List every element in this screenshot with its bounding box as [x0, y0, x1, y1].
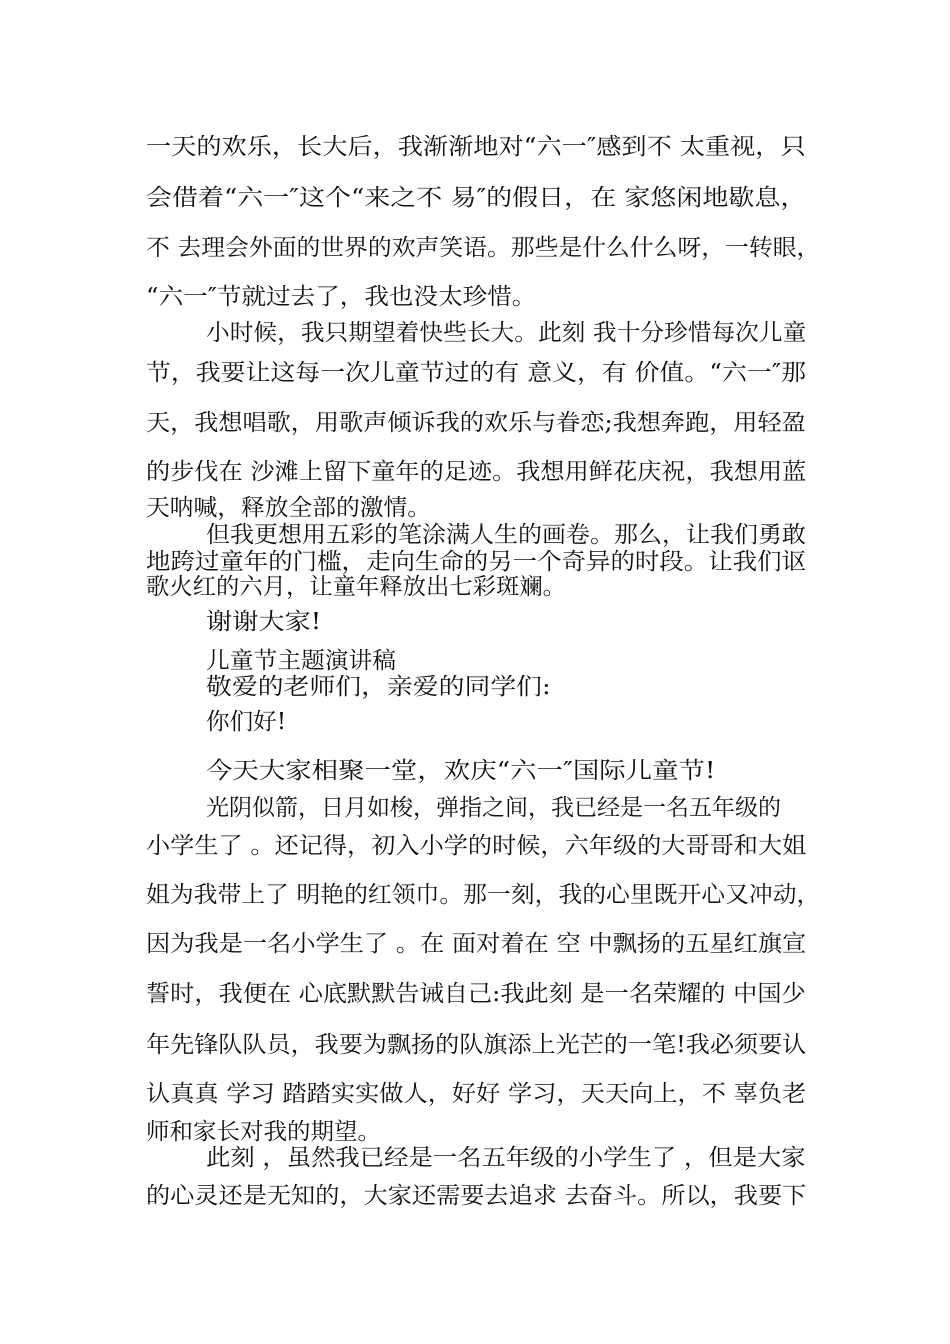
- document-subtitle: 儿童节主题演讲稿: [206, 648, 396, 674]
- text-line: 但我更想用五彩的笔涂满人生的画卷。那么，让我们勇敢: [206, 522, 806, 548]
- text-line: 天，我想唱歌，用歌声倾诉我的欢乐与眷恋;我想奔跑，用轻盈: [146, 410, 806, 436]
- text-line: 天呐喊，释放全部的激情。: [146, 495, 431, 521]
- text-line: 认真真 学习 踏踏实实做人，好好 学习，天天向上，不 辜负老: [146, 1081, 807, 1107]
- text-line: 姐为我带上了 明艳的红领巾。那一刻，我的心里既开心又冲动，: [146, 882, 821, 908]
- text-line: 因为我是一名小学生了 。在 面对着在 空 中飘扬的五星红旗宣: [146, 931, 807, 957]
- text-line: 光阴似箭，日月如梭，弹指之间，我已经是一名五年级的: [206, 795, 781, 821]
- text-line: 小学生了 。还记得，初入小学的时候，六年级的大哥哥和大姐: [146, 833, 807, 859]
- text-line: 节，我要让这每一次儿童节过的有 意义，有 价值。“六一″那: [146, 360, 806, 386]
- text-line: 师和家长对我的期望。: [146, 1119, 381, 1145]
- text-line: 会借着“六一″这个“来之不 易″的假日，在 家悠闲地歇息，: [146, 185, 807, 211]
- text-line: 一天的欢乐，长大后，我渐渐地对“六一″感到不 太重视，只: [146, 134, 806, 160]
- text-line: 小时候，我只期望着快些长大。此刻 我十分珍惜每次儿童: [206, 320, 807, 346]
- text-line: 今天大家相聚一堂，欢庆“六一″国际儿童节!: [206, 758, 716, 784]
- text-line: 的步伐在 沙滩上留下童年的足迹。我想用鲜花庆祝，我想用蓝: [146, 459, 807, 485]
- text-line: 敬爱的老师们，亲爱的同学们:: [206, 674, 551, 700]
- text-line: 誓时，我便在 心底默默告诫自己:我此刻 是一名荣耀的 中国少: [146, 981, 806, 1007]
- text-line: 歌火红的六月，让童年释放出七彩斑斓。: [146, 574, 566, 600]
- text-line: 的心灵还是无知的，大家还需要去追求 去奋斗。所以，我要下: [146, 1183, 807, 1209]
- text-line: 你们好!: [206, 709, 287, 735]
- text-line: 年先锋队队员，我要为飘扬的队旗添上光芒的一笔!我必须要认: [146, 1032, 807, 1058]
- text-line: 地跨过童年的门槛，走向生命的另一个奇异的时段。让我们讴: [146, 549, 806, 575]
- text-line: 谢谢大家!: [206, 609, 322, 635]
- text-line: 此刻 ，虽然我已经是一名五年级的小学生了 ，但是大家: [206, 1145, 806, 1171]
- text-line: 不 去理会外面的世界的欢声笑语。那些是什么什么呀，一转眼，: [146, 235, 821, 261]
- text-line: “六一″节就过去了，我也没太珍惜。: [146, 284, 537, 310]
